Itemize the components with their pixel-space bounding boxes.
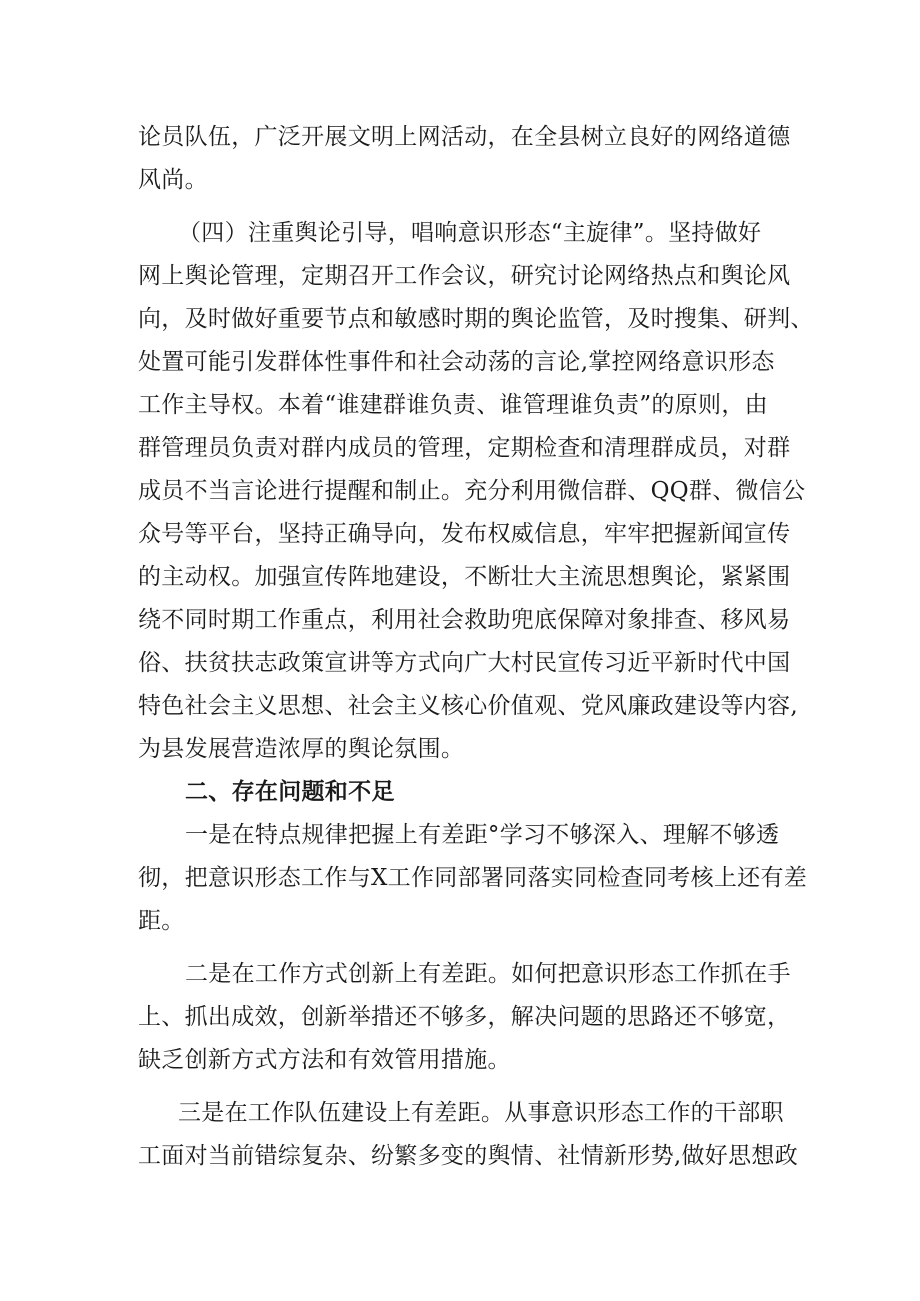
section-heading: 二、存在问题和不足: [185, 779, 395, 805]
paragraph-line: 二是在工作方式创新上有差距。如何把意识形态工作抓在手: [185, 961, 791, 987]
paragraph-line: 处置可能引发群体性事件和社会动荡的言论,掌控网络意识形态: [138, 349, 775, 375]
paragraph-line: 风尚。: [138, 167, 208, 193]
paragraph-line: 缺乏创新方式方法和有效管用措施。: [138, 1047, 511, 1073]
paragraph-line: 工作主导权。本着“谁建群谁负责、谁管理谁负责”的原则，由: [138, 392, 768, 418]
paragraph-line: 成员不当言论进行提醒和制止。充分利用微信群、QQ群、微信公: [138, 478, 806, 504]
paragraph-line: 俗、扶贫扶志政策宣讲等方式向广大村民宣传习近平新时代中国: [138, 650, 791, 676]
paragraph-line: 群管理员负责对群内成员的管理，定期检查和清理群成员，对群: [138, 435, 791, 461]
paragraph-line: 众号等平台，坚持正确导向，发布权威信息，牢牢把握新闻宣传: [138, 521, 791, 547]
paragraph-line: 网上舆论管理，定期召开工作会议，研究讨论网络热点和舆论风: [138, 263, 791, 289]
paragraph-line: 距。: [138, 908, 185, 934]
paragraph-line: 论员队伍，广泛开展文明上网活动，在全县树立良好的网络道德: [138, 124, 791, 150]
section-four-heading-line: （四）注重舆论引导，唱响意识形态“主旋律”。坚持做好: [178, 220, 762, 246]
paragraph-line: 彻，把意识形态工作与X工作同部署同落实同检查同考核上还有差: [138, 865, 808, 891]
paragraph-line: 向，及时做好重要节点和敏感时期的舆论监管，及时搜集、研判、: [138, 306, 814, 332]
paragraph-line: 上、抓出成效，创新举措还不够多，解决问题的思路还不够宽，: [138, 1004, 791, 1030]
paragraph-line: 绕不同时期工作重点，利用社会救助兜底保障对象排查、移风易: [138, 607, 791, 633]
paragraph-line: 一是在特点规律把握上有差距°学习不够深入、理解不够透: [185, 822, 780, 848]
paragraph-line: 的主动权。加强宣传阵地建设，不断壮大主流思想舆论，紧紧围: [138, 564, 791, 590]
paragraph-line: 三是在工作队伍建设上有差距。从事意识形态工作的干部职: [178, 1100, 784, 1126]
paragraph-line: 为县发展营造浓厚的舆论氛围。: [138, 736, 465, 762]
paragraph-line: 特色社会主义思想、社会主义核心价值观、党风廉政建设等内容,: [138, 693, 799, 719]
paragraph-line: 工面对当前错综复杂、纷繁多变的舆情、社情新形势,做好思想政: [138, 1143, 799, 1169]
